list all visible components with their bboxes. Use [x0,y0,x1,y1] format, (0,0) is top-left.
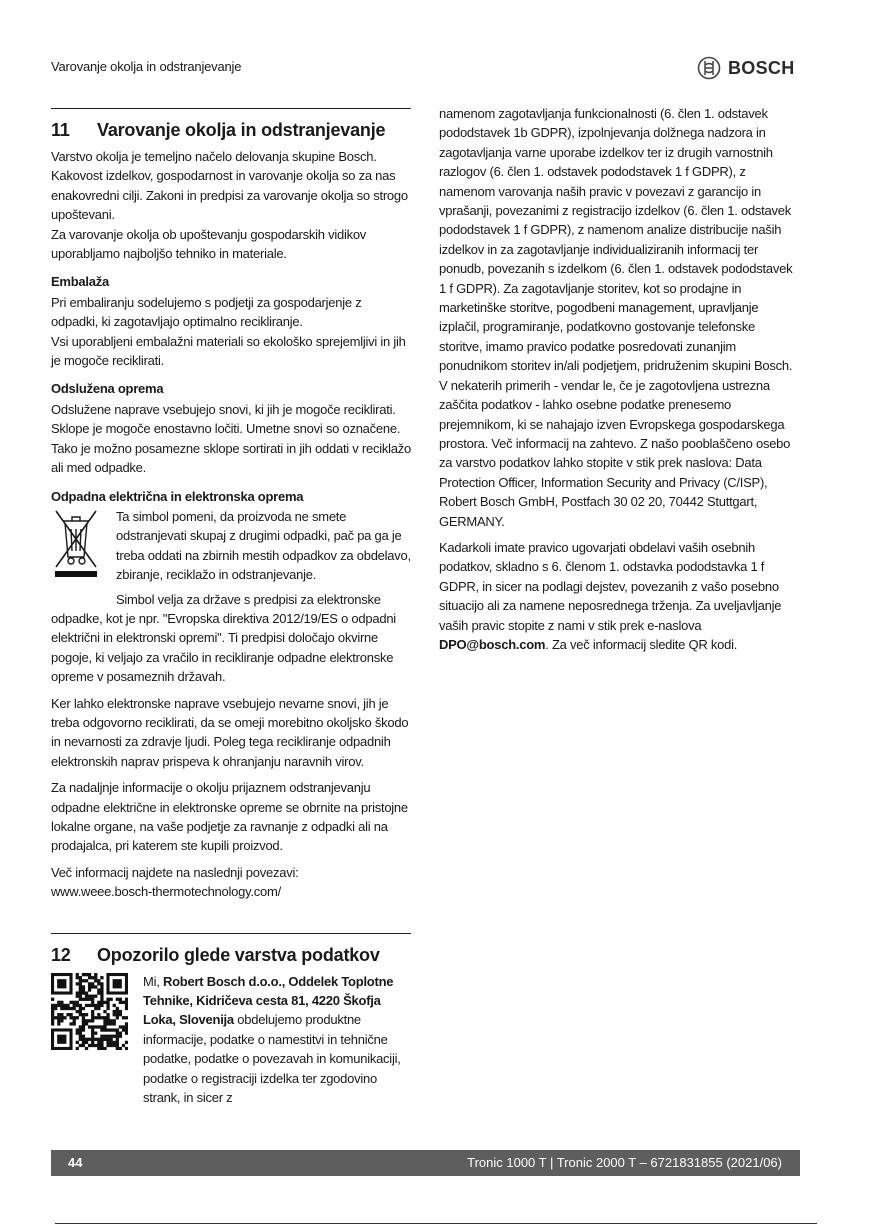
subheading-used-equipment: Odslužena oprema [51,381,164,397]
lead-text: obdelujemo produktne informacije, podatke o namestitvi in tehnične podatke, podatke o povezavah in komunikaciji, podatke o registraciji izdelka ter zgodovino strank, in sicer z [143,1012,401,1106]
page-number: 44 [68,1155,83,1170]
section-number: 12 [51,944,71,965]
section-12-heading [51,944,411,966]
paragraph: Za nadaljnje informacije o okolju prijaznem odstranjevanju odpadne električne in elektronske opreme se obrnite na pristojne lokalne organe, na vaše podjetje za ravnanje z odpadki ali na prodajalca, pri katerem ste kupili proizvod. [51,780,408,854]
paragraph: Odslužene naprave vsebujejo snovi, ki jih je mogoče reciklirati. Sklope je mogoče enostavno ločiti. Umetne snovi so označene. Tako je možno posamezne sklope sortirati in jih oddati v reciklažo ali med odpadke. [51,401,411,476]
subheading-weee: Odpadna električna in elektronska oprema [51,488,304,504]
qr-block [51,972,411,1108]
footer-bar [51,1150,800,1176]
right-column [439,104,801,654]
paragraph [143,972,411,1108]
paragraph: Simbol velja za države s predpisi za elektronske odpadke, kot je npr. "Evropska direktiva 2012/19/ES o odpadni električni in elektronski opremi". Ti predpisi določajo okvirne pogoje, ki veljajo za vračilo in recikliranje odpadne elektronske opreme v posameznih državah. [51,591,396,685]
paragraph: Vsi uporabljeni embalažni materiali so ekološko sprejemljivi in jih je mogoče reciklirati. [51,333,406,369]
weee-symbol-block [51,507,411,585]
rights-text: Kadarkoli imate pravico ugovarjati obdelavi vaših osebnih podatkov, skladno s 6. členom 1. odstavka pododstavka 1 f GDPR, in sicer na podlagi dejstev, povezanih z vašo posebno situacijo ali za namene neposrednega trženja. Za uveljavljanje vaših pravic stopite z nami v stik prek e-naslova [439,539,782,633]
section-divider [51,933,411,934]
brand-name: BOSCH [728,57,795,78]
rights-end: . Za več informacij sledite QR kodi. [545,636,738,652]
dpo-email[interactable]: DPO@bosch.com [439,636,546,652]
bosch-logo [697,56,795,80]
bottom-rule [55,1223,817,1224]
paragraph [439,538,801,654]
paragraph: Ker lahko elektronske naprave vsebujejo nevarne snovi, jih je treba odgovorno reciklirati, da se omeji morebitno okoljsko škodo in nevarnosti za zdravje ljudi. Poleg tega recikliranje odpadnih elektronskih naprav prispeva k ohranjanju naravnih virov. [51,695,409,769]
section-11-heading [51,119,411,141]
running-title: Varovanje okolja in odstranjevanje [51,59,242,74]
section-title: Varovanje okolja in odstranjevanje [97,120,386,140]
paragraph: Ta simbol pomeni, da proizvoda ne smete odstranjevati skupaj z drugimi odpadki, pač pa ga je treba oddati na zbirnih mestih odpadkov za obdelavo, zbiranje, reciklažo in odstranjevanje. [116,508,411,583]
bosch-armature-icon [697,56,721,80]
section-divider [51,108,411,109]
paragraph: Pri embaliranju sodelujemo s podjetji za gospodarjenje z odpadki, ki zagotavljajo optimalno recikliranje. [51,294,362,330]
section-number: 11 [51,120,70,140]
left-column [51,108,411,1107]
weee-link[interactable]: www.weee.bosch-thermotechnology.com/ [51,884,281,900]
paragraph: namenom zagotavljanja funkcionalnosti (6. člen 1. odstavek pododstavek 1b GDPR), izpolnjevanja dolžnega nadzora in zagotavljanja varne uporabe izdelkov ter iz drugih varnostnih razlogov (6. člen 1. odstavek pododstavek 1 f GDPR), z namenom varovanja naših pravic v povezavi z garancijo in vprašanji, povezanimi z registracijo izdelkov (6. člen 1. odstavek pododstavek 1 f GDPR), z namenom analize distribucije naših izdelkov in za zagotavljanje individualiziranih informacij ter ponudb, povezanih s izdelkom (6. člen 1. odstavek pododstavek 1 f GDPR). Za zagotavljanje storitev, kot so prodajne in marketinške storitve, pogodbeni management, upravljanje izplačil, programiranje, podatkovno gostovanje telefonske storitve, imamo pravico podatke posredovati zunanjim ponudnikom storitev in/ali podjetjem, pridruženim skupini Bosch. V nekaterih primerih - vendar le, če je zagotovljena ustrezna zaščita podatkov - lahko osebne podatke prenesemo prejemnikom, ki se nahajajo izven Evropskega gospodarskega prostora. Več informacij na zahtevo. Z našo pooblaščeno osebo za varstvo podatkov lahko stopite v stik prek naslova: Data Protection Officer, Information Security and Privacy (C/ISP), Robert Bosch GmbH, Postfach 30 02 20, 70442 Stuttgart, GERMANY. [439,106,793,529]
lead-plain: Mi, [143,973,163,989]
section-title: Opozorilo glede varstva podatkov [97,944,380,965]
document-reference: Tronic 1000 T | Tronic 2000 T – 6721831855 (2021/06) [467,1155,782,1170]
subheading-packaging: Embalaža [51,274,109,290]
crossed-out-wheeled-bin-icon [51,507,101,579]
controller-address: Robert Bosch d.o.o., Oddelek Toplotne Tehnike, Kidričeva cesta 81, 4220 Škofja Loka, Slovenija [143,973,394,1028]
paragraph: Za varovanje okolja ob upoštevanju gospodarskih vidikov uporabljamo najboljšo tehniko in materiale. [51,226,367,262]
paragraph: Varstvo okolja je temeljno načelo delovanja skupine Bosch. Kakovost izdelkov, gospodarnost in varovanje okolja so za nas enakovredni cilji. Zakoni in predpisi za varovanje okolja so strogo upoštevani. [51,149,408,223]
paragraph: Več informacij najdete na naslednji povezavi: [51,864,299,880]
qr-code-icon[interactable] [51,973,128,1050]
